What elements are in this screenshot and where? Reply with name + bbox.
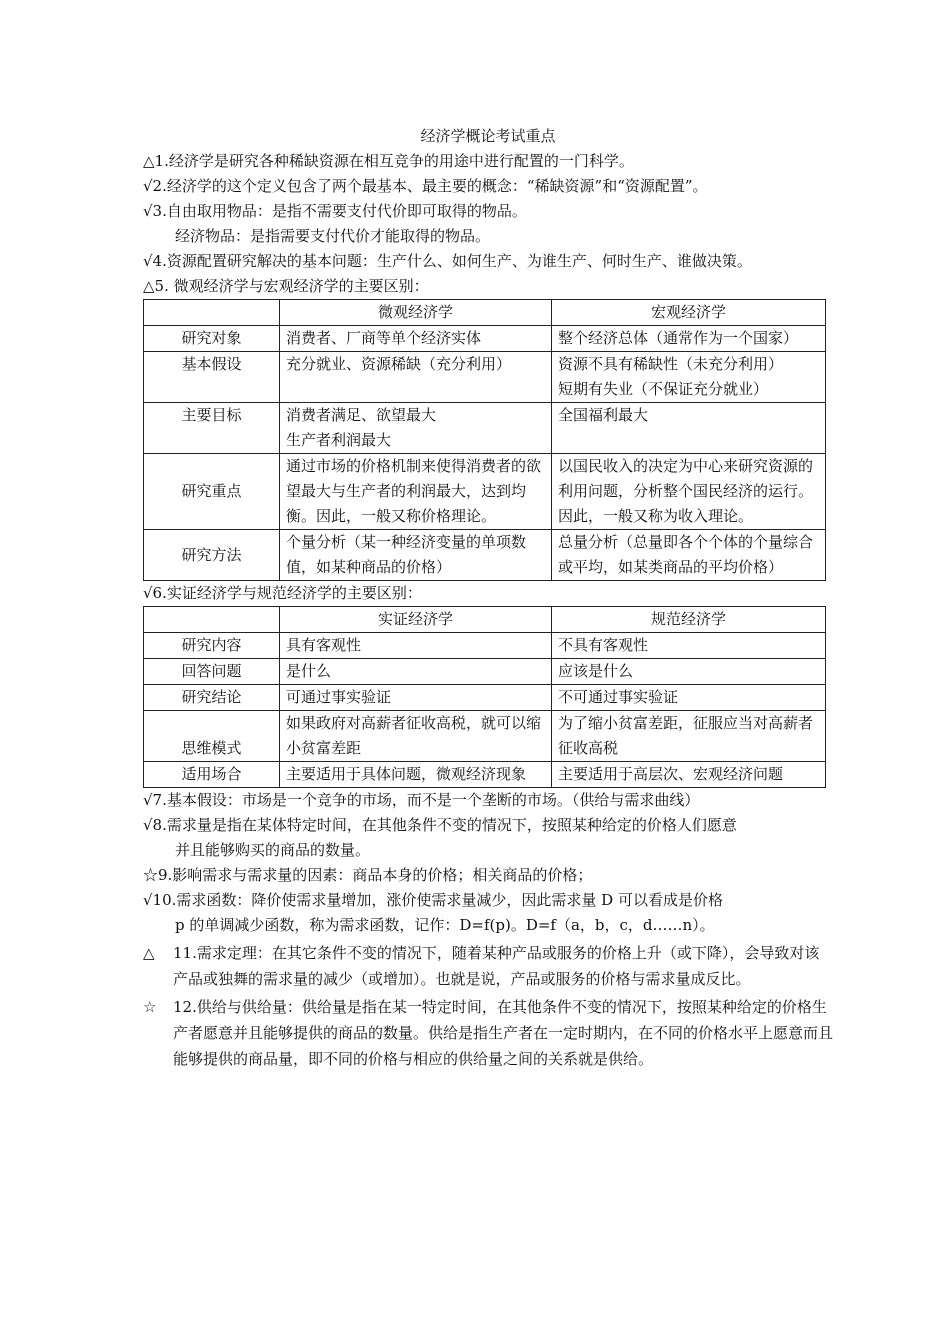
table-header: 微观经济学 — [280, 300, 552, 326]
table-header: 规范经济学 — [552, 607, 826, 633]
table-row — [144, 454, 826, 530]
cell-line: 资源不具有稀缺性（未充分利用） — [558, 355, 784, 373]
cell-line: 短期有失业（不保证充分就业） — [558, 380, 769, 398]
table-row — [144, 530, 826, 581]
table-corner — [144, 300, 280, 326]
point-12 — [143, 994, 833, 1072]
table-cell: 整个经济总体（通常作为一个国家） — [552, 326, 826, 352]
table-cell: 全国福利最大 — [552, 403, 826, 454]
table-cell: 个量分析（某一种经济变量的单项数值，如某种商品的价格） — [280, 530, 552, 581]
table-cell — [552, 352, 826, 403]
point-8: √8.需求量是指在某体特定时间，在其他条件不变的情况下，按照某种给定的价格人们愿意 — [143, 816, 737, 834]
row-label: 研究内容 — [144, 633, 280, 659]
table-cell: 具有客观性 — [280, 633, 552, 659]
table-row — [144, 762, 826, 788]
table-row — [144, 711, 826, 762]
cell-line: 消费者满足、欲望最大 — [286, 406, 437, 424]
point-7: √7.基本假设：市场是一个竞争的市场，而不是一个垄断的市场。（供给与需求曲线） — [143, 791, 700, 809]
positive-normative-table — [143, 606, 826, 788]
point-2: √2.经济学的这个定义包含了两个最基本、最主要的概念：“稀缺资源”和“资源配置”。 — [143, 177, 708, 195]
point-11 — [143, 940, 833, 992]
point-3b: 经济物品：是指需要支付代价才能取得的物品。 — [175, 227, 491, 245]
point-6-heading: √6.实证经济学与规范经济学的主要区别： — [143, 584, 422, 602]
row-label: 思维模式 — [144, 711, 280, 762]
table-cell: 通过市场的价格机制来使得消费者的欲望最大与生产者的利润最大，达到均衡。因此，一般又称价格理论。 — [280, 454, 552, 530]
table-cell: 消费者、厂商等单个经济实体 — [280, 326, 552, 352]
table-header: 宏观经济学 — [552, 300, 826, 326]
row-label: 研究方法 — [144, 530, 280, 581]
row-label: 研究对象 — [144, 326, 280, 352]
table-header: 实证经济学 — [280, 607, 552, 633]
point-10-cont: p 的单调减少函数，称为需求函数，记作：D=f(p)。D=f（a，b，c，d……n）。 — [175, 916, 715, 934]
row-label: 主要目标 — [144, 403, 280, 454]
table-cell: 主要适用于具体问题，微观经济现象 — [280, 762, 552, 788]
table-row — [144, 403, 826, 454]
table-row — [144, 659, 826, 685]
table-cell: 可通过事实验证 — [280, 685, 552, 711]
table-row — [144, 685, 826, 711]
cell-line: 生产者利润最大 — [286, 431, 392, 449]
table-cell: 是什么 — [280, 659, 552, 685]
micro-macro-table — [143, 299, 826, 581]
point-9: ☆9.影响需求与需求量的因素：商品本身的价格；相关商品的价格； — [143, 866, 593, 884]
table-cell: 如果政府对高薪者征收高税，就可以缩小贫富差距 — [280, 711, 552, 762]
table-header-row — [144, 300, 826, 326]
table-cell: 主要适用于高层次、宏观经济问题 — [552, 762, 826, 788]
table-cell — [280, 403, 552, 454]
point-8-cont: 并且能够购买的商品的数量。 — [175, 841, 371, 859]
table-cell: 充分就业、资源稀缺（充分利用） — [280, 352, 552, 403]
table-cell: 为了缩小贫富差距，征服应当对高薪者征收高税 — [552, 711, 826, 762]
document-page — [143, 124, 833, 1072]
point-4: √4.资源配置研究解决的基本问题：生产什么、如何生产、为谁生产、何时生产、谁做决策。 — [143, 252, 752, 270]
point-10: √10.需求函数：降价使需求量增加，涨价使需求量减少，因此需求量 D 可以看成是价格 — [143, 891, 723, 909]
table-row — [144, 326, 826, 352]
row-label: 基本假设 — [144, 352, 280, 403]
table-row — [144, 633, 826, 659]
point-5-heading: △5. 微观经济学与宏观经济学的主要区别： — [143, 277, 429, 295]
triangle-marker: △ — [143, 944, 155, 962]
table-cell: 以国民收入的决定为中心来研究资源的利用问题，分析整个国民经济的运行。因此，一般又称为收入理论。 — [552, 454, 826, 530]
table-cell: 不具有客观性 — [552, 633, 826, 659]
table-header-row — [144, 607, 826, 633]
row-label: 适用场合 — [144, 762, 280, 788]
star-marker: ☆ — [143, 998, 157, 1016]
document-title: 经济学概论考试重点 — [420, 127, 556, 145]
table-cell: 总量分析（总量即各个个体的个量综合或平均，如某类商品的平均价格） — [552, 530, 826, 581]
table-row — [144, 352, 826, 403]
table-corner — [144, 607, 280, 633]
row-label: 研究重点 — [144, 454, 280, 530]
table-cell: 应该是什么 — [552, 659, 826, 685]
point-11-text: 11.需求定理：在其它条件不变的情况下，随着某种产品或服务的价格上升（或下降），会导致对该产品或独舞的需求量的减少（或增加）。也就是说，产品或服务的价格与需求量成反比。 — [173, 944, 820, 988]
point-3: √3.自由取用物品：是指不需要支付代价即可取得的物品。 — [143, 202, 527, 220]
row-label: 研究结论 — [144, 685, 280, 711]
row-label: 回答问题 — [144, 659, 280, 685]
table-cell: 不可通过事实验证 — [552, 685, 826, 711]
point-1: △1.经济学是研究各种稀缺资源在相互竞争的用途中进行配置的一门科学。 — [143, 152, 634, 170]
point-12-text: 12.供给与供给量：供给量是指在某一特定时间，在其他条件不变的情况下，按照某种给定的价格生产者愿意并且能够提供的商品的数量。供给是指生产者在一定时期内，在不同的价格水平上愿意而且能够提供的商品量，即不同的价格与相应的供给量之间的关系就是供给。 — [173, 998, 834, 1068]
